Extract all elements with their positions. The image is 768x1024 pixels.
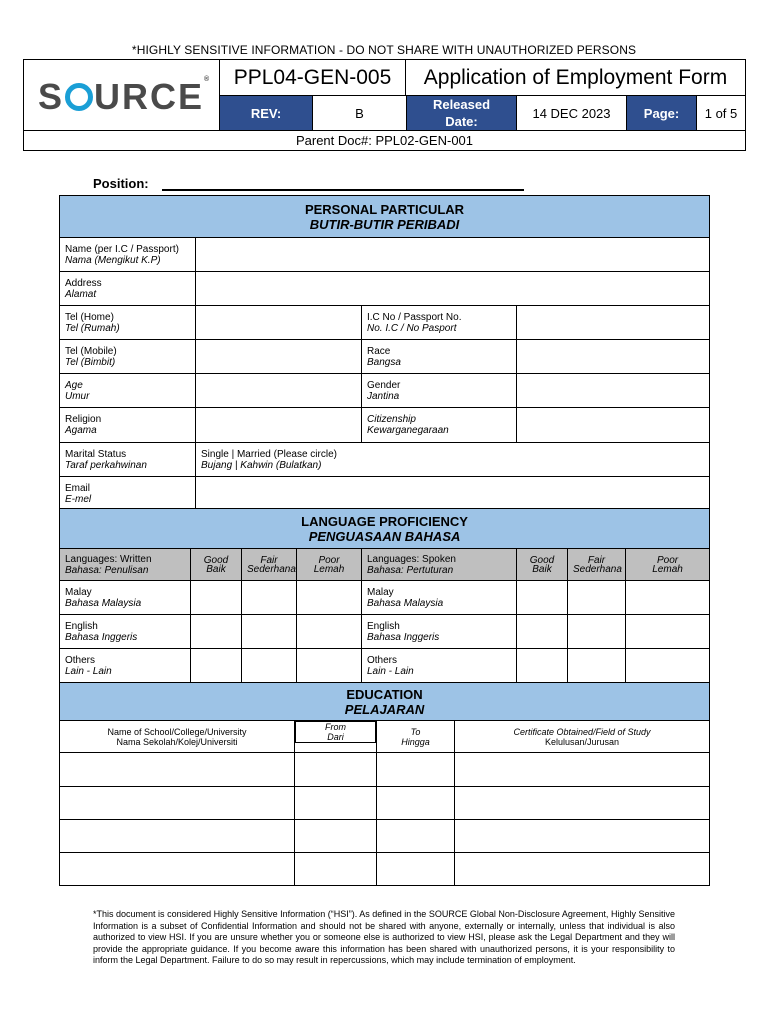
written-others-label: Others Lain - Lain xyxy=(60,649,191,683)
email-label: Email E-mel xyxy=(60,477,196,511)
written-others-poor[interactable] xyxy=(297,649,362,683)
spoken-others-label: Others Lain - Lain xyxy=(362,649,517,683)
written-malay-fair[interactable] xyxy=(242,581,297,615)
spoken-fair-header: Fair Sederhana xyxy=(568,549,626,581)
released-date-label: Released Date: xyxy=(407,96,517,131)
tel-home-label: Tel (Home) Tel (Rumah) xyxy=(60,306,196,340)
edu-row4-to[interactable] xyxy=(377,853,455,886)
spoken-malay-poor[interactable] xyxy=(626,581,710,615)
rev-value: B xyxy=(313,96,407,131)
school-name-header: Name of School/College/University Nama Sekolah/Kolej/Universiti xyxy=(60,721,295,753)
rev-label: REV: xyxy=(220,96,313,131)
edu-row1-to[interactable] xyxy=(377,753,455,787)
spoken-malay-good[interactable] xyxy=(517,581,568,615)
spoken-poor-header: Poor Lemah xyxy=(626,549,710,581)
edu-row1-from[interactable] xyxy=(295,753,377,787)
language-section-header: LANGUAGE PROFICIENCY PENGUASAAN BAHASA xyxy=(60,509,710,549)
written-english-fair[interactable] xyxy=(242,615,297,649)
sensitive-warning-header: *HIGHLY SENSITIVE INFORMATION - DO NOT SHARE WITH UNAUTHORIZED PERSONS xyxy=(131,43,637,57)
edu-row4-school[interactable] xyxy=(60,853,295,886)
gender-field[interactable] xyxy=(517,374,710,408)
edu-row3-to[interactable] xyxy=(377,820,455,853)
tel-home-field[interactable] xyxy=(196,306,362,340)
written-others-fair[interactable] xyxy=(242,649,297,683)
religion-field[interactable] xyxy=(196,408,362,443)
written-malay-poor[interactable] xyxy=(297,581,362,615)
spoken-malay-fair[interactable] xyxy=(568,581,626,615)
edu-row2-to[interactable] xyxy=(377,787,455,820)
race-label: Race Bangsa xyxy=(362,340,517,374)
to-header: To Hingga xyxy=(377,721,455,753)
language-proficiency-table xyxy=(59,508,710,683)
spoken-english-poor[interactable] xyxy=(626,615,710,649)
race-field[interactable] xyxy=(517,340,710,374)
age-label: Age Umur xyxy=(60,374,196,408)
document-code: PPL04-GEN-005 xyxy=(220,60,406,96)
logo-wordmark: S URCE® xyxy=(38,76,212,117)
page-number: 1 of 5 xyxy=(697,96,745,131)
gender-label: Gender Jantina xyxy=(362,374,517,408)
written-good-header: Good Baik xyxy=(191,549,242,581)
logo-ring-icon xyxy=(65,83,93,111)
confidentiality-footnote: *This document is considered Highly Sensitive Information (“HSI”). As defined in the SOURCE Global Non-Disclosure Agreement, Highly Sensitive Information is a subset of Confidential Information and should not be shared with anyone, externally or internally, unless that individual is also authorized to view HSI. If you are unsure whether you or someone else is authorized to view HSI, please ask the Legal Department and they will provide the appropriate guidance. If you become aware this information has been shared with unauthorized persons, it is your responsibility to inform the Legal Department. Failure to do so may result in repercussions, which may include termination of employment. xyxy=(93,909,675,965)
source-logo xyxy=(24,60,220,131)
personal-section-header: PERSONAL PARTICULAR BUTIR-BUTIR PERIBADI xyxy=(60,196,710,238)
marital-status-label: Marital Status Taraf perkahwinan xyxy=(60,443,196,477)
written-fair-header: Fair Sederhana xyxy=(242,549,297,581)
edu-row4-from[interactable] xyxy=(295,853,377,886)
education-section-header: EDUCATION PELAJARAN xyxy=(60,683,710,721)
marital-status-field[interactable]: Single | Married (Please circle) Bujang | Kahwin (Bulatkan) xyxy=(196,443,710,477)
edu-row2-from[interactable] xyxy=(295,787,377,820)
spoken-malay-label: Malay Bahasa Malaysia xyxy=(362,581,517,615)
spoken-good-header: Good Baik xyxy=(517,549,568,581)
ic-field[interactable] xyxy=(517,306,710,340)
document-header xyxy=(23,59,746,151)
education-table xyxy=(59,682,710,886)
from-header: From Dari xyxy=(295,721,376,743)
written-english-poor[interactable] xyxy=(297,615,362,649)
spoken-others-poor[interactable] xyxy=(626,649,710,683)
religion-label: Religion Agama xyxy=(60,408,196,443)
spoken-others-fair[interactable] xyxy=(568,649,626,683)
edu-row3-from[interactable] xyxy=(295,820,377,853)
document-title: Application of Employment Form xyxy=(406,60,745,96)
edu-row3-school[interactable] xyxy=(60,820,295,853)
edu-row2-school[interactable] xyxy=(60,787,295,820)
edu-row2-cert[interactable] xyxy=(455,787,710,820)
position-input-line[interactable] xyxy=(162,189,524,191)
citizenship-field[interactable] xyxy=(517,408,710,443)
name-field[interactable] xyxy=(196,238,710,272)
released-date-value: 14 DEC 2023 xyxy=(517,96,627,131)
parent-doc-number: Parent Doc#: PPL02-GEN-001 xyxy=(295,133,474,148)
age-field[interactable] xyxy=(196,374,362,408)
languages-spoken-header: Languages: Spoken Bahasa: Pertuturan xyxy=(362,549,517,581)
edu-row1-cert[interactable] xyxy=(455,753,710,787)
spoken-english-label: English Bahasa Inggeris xyxy=(362,615,517,649)
position-label: Position: xyxy=(93,176,149,191)
ic-label: I.C No / Passport No. No. I.C / No Pasport xyxy=(362,306,517,340)
email-field[interactable] xyxy=(196,477,710,511)
edu-row1-school[interactable] xyxy=(60,753,295,787)
spoken-english-fair[interactable] xyxy=(568,615,626,649)
citizenship-label: Citizenship Kewarganegaraan xyxy=(362,408,517,443)
address-field[interactable] xyxy=(196,272,710,306)
written-others-good[interactable] xyxy=(191,649,242,683)
tel-mobile-field[interactable] xyxy=(196,340,362,374)
name-label: Name (per I.C / Passport) Nama (Mengikut K.P) xyxy=(60,238,196,272)
spoken-others-good[interactable] xyxy=(517,649,568,683)
personal-particular-table xyxy=(59,195,710,511)
edu-row4-cert[interactable] xyxy=(455,853,710,886)
languages-written-header: Languages: Written Bahasa: Penulisan xyxy=(60,549,191,581)
edu-row3-cert[interactable] xyxy=(455,820,710,853)
certificate-header: Certificate Obtained/Field of Study Kelulusan/Jurusan xyxy=(455,721,710,753)
written-poor-header: Poor Lemah xyxy=(297,549,362,581)
spoken-english-good[interactable] xyxy=(517,615,568,649)
address-label: Address Alamat xyxy=(60,272,196,306)
written-malay-label: Malay Bahasa Malaysia xyxy=(60,581,191,615)
written-english-good[interactable] xyxy=(191,615,242,649)
tel-mobile-label: Tel (Mobile) Tel (Bimbit) xyxy=(60,340,196,374)
written-malay-good[interactable] xyxy=(191,581,242,615)
written-english-label: English Bahasa Inggeris xyxy=(60,615,191,649)
page-label: Page: xyxy=(627,96,697,131)
